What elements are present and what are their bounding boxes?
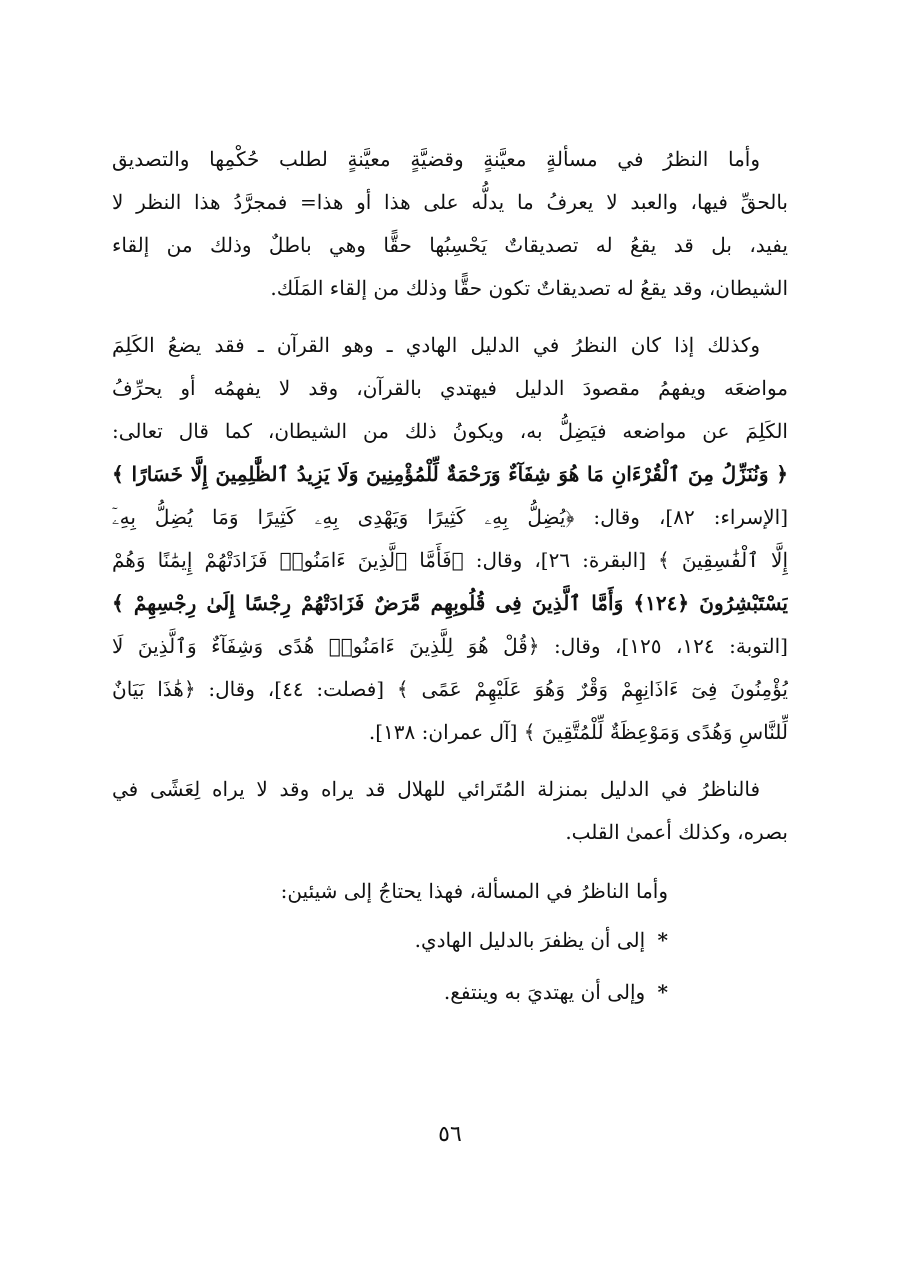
text-line: وكذلك إذا كان النظرُ في الدليل الهادي ـ وهو القرآن ـ فقد يضعُ الكَلِمَ [112,333,760,357]
text-line: يُؤْمِنُونَ فِىٓ ءَاذَانِهِمْ وَقْرٌ وَهُوَ عَلَيْهِمْ عَمًى ﴾ [فصلت: ٤٤]، وقال: ﴿هَٰذَا بَيَانٌ [112,677,788,701]
text-line: بصره، وكذلك أعمىٰ القلب. [565,820,788,844]
paragraph-3 [112,768,788,854]
text-line: فالناظرُ في الدليل بمنزلة المُتَرائي للهلال قد يراه وقد لا يراه لِعَشًى في [112,777,760,801]
text-line: لِّلنَّاسِ وَهُدًى وَمَوْعِظَةٌ لِّلْمُتَّقِينَ ﴾ [آل عمران: ١٣٨]. [368,720,788,744]
page-body [112,138,788,1018]
list-item [112,914,788,966]
text-line: إِلَّا ٱلْفَٰسِقِينَ ﴾ [البقرة: ٢٦]، وقال: ﴿فَأَمَّا ٱلَّذِينَ ءَامَنُوا۟ فَزَادَتْهُمْ إِيمَٰنًا وَهُمْ [112,548,788,572]
asterisk-bullet-icon: * [657,980,668,1004]
paragraph-1 [112,138,788,310]
paragraph-2 [112,324,788,754]
page-number: ٥٦ [438,1122,462,1147]
text-line: [الإسراء: ٨٢]، وقال: ﴿يُضِلُّ بِهِۦ كَثِيرًا وَيَهْدِى بِهِۦ كَثِيرًا وَمَا يُضِلُّ بِهِۦٓ [112,505,788,529]
quran-verse-line: ﴿ وَنُنَزِّلُ مِنَ ٱلْقُرْءَانِ مَا هُوَ شِفَآءٌ وَرَحْمَةٌ لِّلْمُؤْمِنِينَ وَلَا يَزِيدُ ٱلظَّٰلِمِينَ إِلَّا خَسَارًا ﴾ [112,462,788,486]
text-line: بالحقِّ فيها، والعبد لا يعرفُ ما يدلُّه على هذا أو هذا= فمجرَّدُ هذا النظر لا [112,190,788,214]
list-item-text: إلى أن يظفرَ بالدليل الهادي. [414,928,646,952]
list-item [112,966,788,1018]
list-item-text: وإلى أن يهتديَ به وينتفع. [443,980,646,1004]
quran-verse-line: يَسْتَبْشِرُونَ ﴿١٢٤﴾ وَأَمَّا ٱلَّذِينَ فِى قُلُوبِهِم مَّرَضٌ فَزَادَتْهُمْ رِجْسًا إِلَىٰ رِجْسِهِمْ ﴾ [112,591,788,615]
list-intro: وأما الناظرُ في المسألة، فهذا يحتاجُ إلى شيئين: [280,879,668,903]
text-line: يفيد، بل قد يقعُ له تصديقاتٌ يَحْسِبُها حقًّا وهي باطلٌ وذلك من إلقاء [112,233,788,257]
text-line: مواضعَه ويفهمُ مقصودَ الدليل فيهتدي بالقرآن، وقد لا يفهمُه أو يحرِّفُ [112,376,788,400]
requirements-list [112,868,788,1018]
text-line: وأما النظرُ في مسألةٍ معيَّنةٍ وقضيَّةٍ معيَّنةٍ لطلب حُكْمِها والتصديق [112,147,760,171]
text-line: الشيطان، وقد يقعُ له تصديقاتٌ تكون حقًّا وذلك من إلقاء المَلَك. [270,276,788,300]
text-line: الكَلِمَ عن مواضعه فيَضِلُّ به، ويكونُ ذلك من الشيطان، كما قال تعالى: [112,419,788,443]
text-line: [التوبة: ١٢٤، ١٢٥]، وقال: ﴿قُلْ هُوَ لِلَّذِينَ ءَامَنُوا۟ هُدًى وَشِفَآءٌ وَٱلَّذِينَ لَا [112,634,788,658]
asterisk-bullet-icon: * [657,928,668,952]
